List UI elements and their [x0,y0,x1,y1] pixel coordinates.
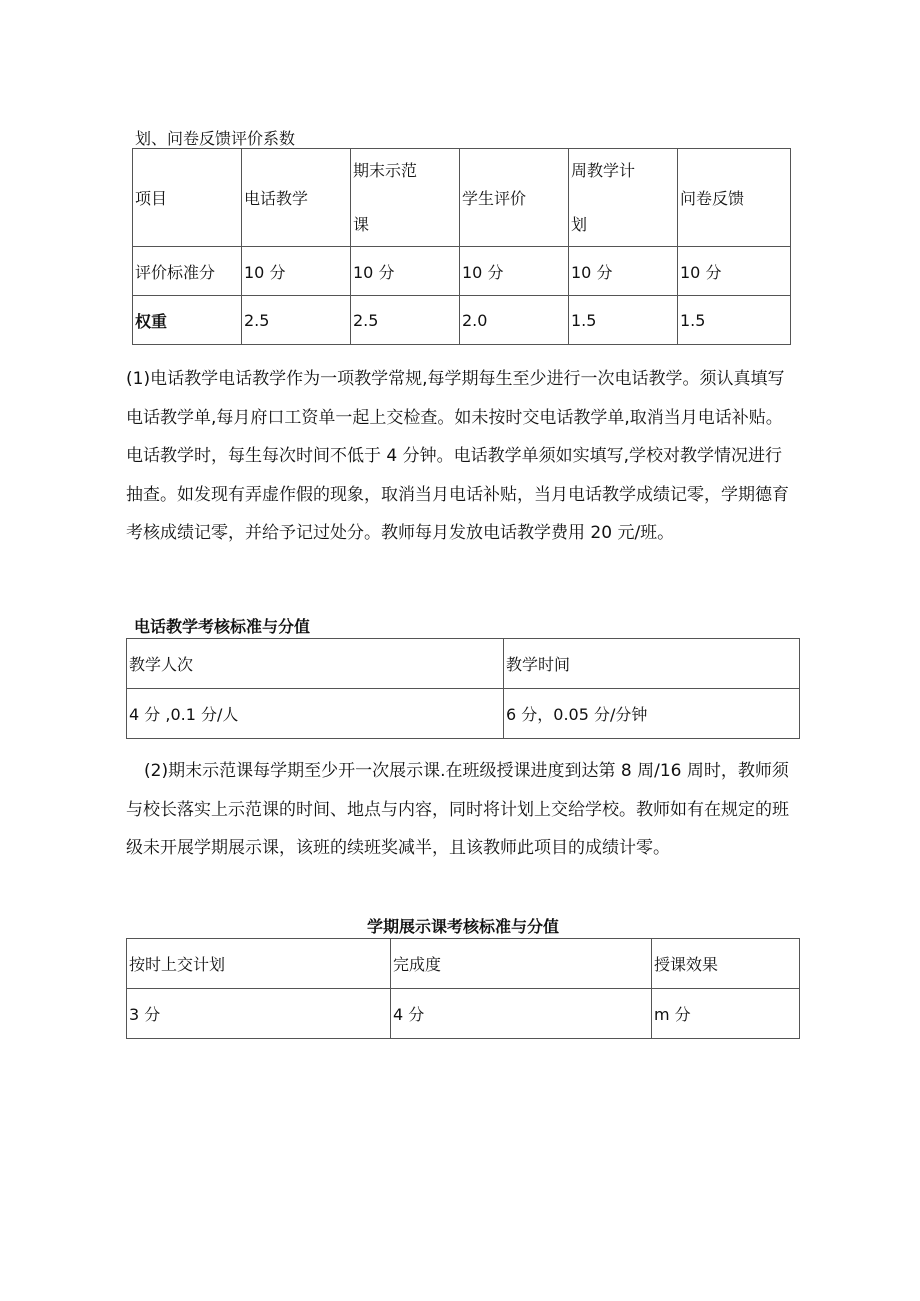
table-cell: 教学时间 [504,639,800,689]
table-cell: 10 分 [351,247,460,296]
table-cell: 2.5 [351,296,460,345]
table-cell: 1.5 [678,296,791,345]
table-cell: 完成度 [391,939,652,989]
table-cell: 6 分，0.05 分/分钟 [504,689,800,739]
table-cell: 1.5 [569,296,678,345]
table-cell: 按时上交计划 [127,939,391,989]
table-cell: 授课效果 [652,939,800,989]
table-cell: 10 分 [678,247,791,296]
table-cell: 2.5 [242,296,351,345]
table1-caption: 划、问卷反馈评价系数 [135,129,296,148]
table-row [127,639,800,689]
phone-teaching-score-table [126,638,800,739]
table-cell: 项目 [133,149,242,247]
table-cell: 10 分 [460,247,569,296]
table-row [133,247,791,296]
table-cell: 10 分 [242,247,351,296]
demo-class-score-table [126,938,800,1039]
table-row [127,989,800,1039]
table-row [133,296,791,345]
table-cell: 周教学计 划 [569,149,678,247]
paragraph-demo-class: (2)期末示范课每学期至少开一次展示课.在班级授课进度到达第 8 周/16 周时，教师须与校长落实上示范课的时间、地点与内容，同时将计划上交给学校。教师如有在规定的班级未开展学期展示课，该班的续班奖减半，且该教师此项目的成绩计零。 [126,761,789,858]
table-row [127,689,800,739]
table-cell: 权重 [133,296,242,345]
table-cell: 期末示范 课 [351,149,460,247]
table-cell: 4 分 ,0.1 分/人 [127,689,504,739]
table-cell: 教学人次 [127,639,504,689]
table-cell: 4 分 [391,989,652,1039]
table-cell: 3 分 [127,989,391,1039]
table-cell: 2.0 [460,296,569,345]
table-cell: 问卷反馈 [678,149,791,247]
table-row [133,149,791,247]
table2-title: 电话教学考核标准与分值 [134,617,311,636]
table-cell: 评价标准分 [133,247,242,296]
table-cell: 10 分 [569,247,678,296]
table-row [127,939,800,989]
table-cell: 学生评价 [460,149,569,247]
paragraph-phone-teaching: (1)电话教学电话教学作为一项教学常规,每学期每生至少进行一次电话教学。须认真填写电话教学单,每月府口工资单一起上交检查。如未按时交电话教学单,取消当月电话补贴。电话教学时，每生每次时间不低于 4 分钟。电话教学单须如实填写,学校对教学情况进行抽查。如发现有弄虚作假的现象，取消当月电话补贴，当月电话教学成绩记零，学期德育考核成绩记零，并给予记过处分。教师每月发放电话教学费用 20 元/班。 [126,369,789,543]
table-cell: m 分 [652,989,800,1039]
table-cell: 电话教学 [242,149,351,247]
evaluation-coefficient-table [132,148,791,345]
table3-title: 学期展示课考核标准与分值 [366,917,559,936]
